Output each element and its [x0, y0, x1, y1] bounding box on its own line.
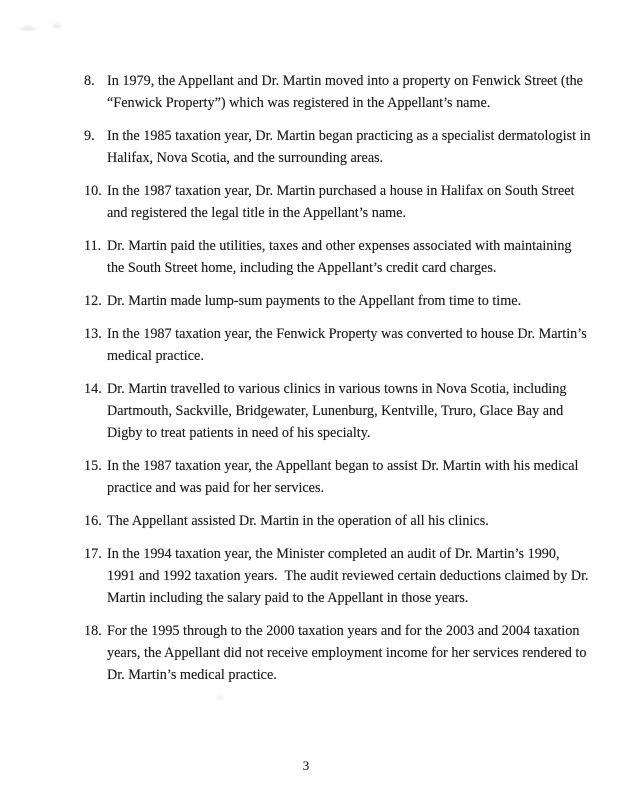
paragraph-line: The Appellant assisted Dr. Martin in the operation of all his clinics.	[107, 513, 489, 529]
paragraph-line: years, the Appellant did not receive employment income for her services rendered to	[107, 645, 587, 661]
numbered-paragraph	[84, 378, 584, 444]
paragraph-number: 9.	[84, 128, 95, 144]
paragraph-line: In the 1994 taxation year, the Minister completed an audit of Dr. Martin’s 1990,	[107, 546, 560, 562]
paragraph-text	[107, 180, 584, 224]
scan-smudge	[52, 24, 62, 28]
paragraph-list	[84, 70, 591, 697]
paragraph-line: Digby to treat patients in need of his specialty.	[107, 425, 371, 441]
numbered-paragraph	[84, 70, 584, 114]
paragraph-number: 16.	[84, 513, 102, 529]
paragraph-text	[107, 455, 584, 499]
paragraph-line: In the 1985 taxation year, Dr. Martin began practicing as a specialist dermatologist in	[107, 128, 591, 144]
paragraph-number: 18.	[84, 623, 102, 639]
paragraph-line: In the 1987 taxation year, the Fenwick Property was converted to house Dr. Martin’s	[107, 326, 587, 342]
numbered-paragraph	[84, 620, 587, 686]
scan-smudge	[20, 26, 36, 31]
paragraph-line: Dr. Martin travelled to various clinics in various towns in Nova Scotia, including	[107, 381, 567, 397]
paragraph-line: 1991 and 1992 taxation years. The audit reviewed certain deductions claimed by Dr.	[107, 568, 589, 584]
numbered-paragraph	[84, 125, 591, 169]
numbered-paragraph	[84, 235, 584, 279]
paragraph-number: 12.	[84, 293, 102, 309]
paragraph-text	[107, 70, 584, 114]
numbered-paragraph	[84, 455, 584, 499]
paragraph-line: In the 1987 taxation year, Dr. Martin purchased a house in Halifax on South Street	[107, 183, 575, 199]
paragraph-text	[107, 620, 587, 686]
paragraph-text	[107, 125, 591, 169]
paragraph-line: and registered the legal title in the Appellant’s name.	[107, 205, 407, 221]
numbered-paragraph	[84, 323, 587, 367]
paragraph-text	[107, 510, 584, 532]
paragraph-text	[107, 290, 584, 312]
paragraph-line: the South Street home, including the Appellant’s credit card charges.	[107, 260, 497, 276]
paragraph-line: Martin including the salary paid to the Appellant in those years.	[107, 590, 469, 606]
paragraph-line: Dr. Martin made lump-sum payments to the Appellant from time to time.	[107, 293, 522, 309]
paragraph-line: Dr. Martin’s medical practice.	[107, 667, 277, 683]
paragraph-text	[107, 378, 584, 444]
paragraph-line: Dartmouth, Sackville, Bridgewater, Lunenburg, Kentville, Truro, Glace Bay and	[107, 403, 564, 419]
paragraph-line: Halifax, Nova Scotia, and the surrounding areas.	[107, 150, 384, 166]
paragraph-number: 14.	[84, 381, 102, 397]
paragraph-line: Dr. Martin paid the utilities, taxes and other expenses associated with maintaining	[107, 238, 572, 254]
paragraph-line: medical practice.	[107, 348, 204, 364]
paragraph-number: 10.	[84, 183, 102, 199]
paragraph-text	[107, 323, 587, 367]
paragraph-text	[107, 543, 589, 609]
page-number: 3	[302, 758, 310, 773]
numbered-paragraph	[84, 510, 584, 532]
numbered-paragraph	[84, 543, 589, 609]
paragraph-line: For the 1995 through to the 2000 taxation years and for the 2003 and 2004 taxation	[107, 623, 580, 639]
paragraph-number: 17.	[84, 546, 102, 562]
paragraph-number: 13.	[84, 326, 102, 342]
paragraph-number: 15.	[84, 458, 102, 474]
paragraph-number: 8.	[84, 73, 95, 89]
paragraph-text	[107, 235, 584, 279]
paragraph-line: practice and was paid for her services.	[107, 480, 325, 496]
paragraph-line: In the 1987 taxation year, the Appellant began to assist Dr. Martin with his medical	[107, 458, 579, 474]
numbered-paragraph	[84, 290, 584, 312]
paragraph-line: In 1979, the Appellant and Dr. Martin moved into a property on Fenwick Street (the	[107, 73, 583, 89]
numbered-paragraph	[84, 180, 584, 224]
paragraph-line: “Fenwick Property”) which was registered in the Appellant’s name.	[107, 95, 491, 111]
paragraph-number: 11.	[84, 238, 102, 254]
